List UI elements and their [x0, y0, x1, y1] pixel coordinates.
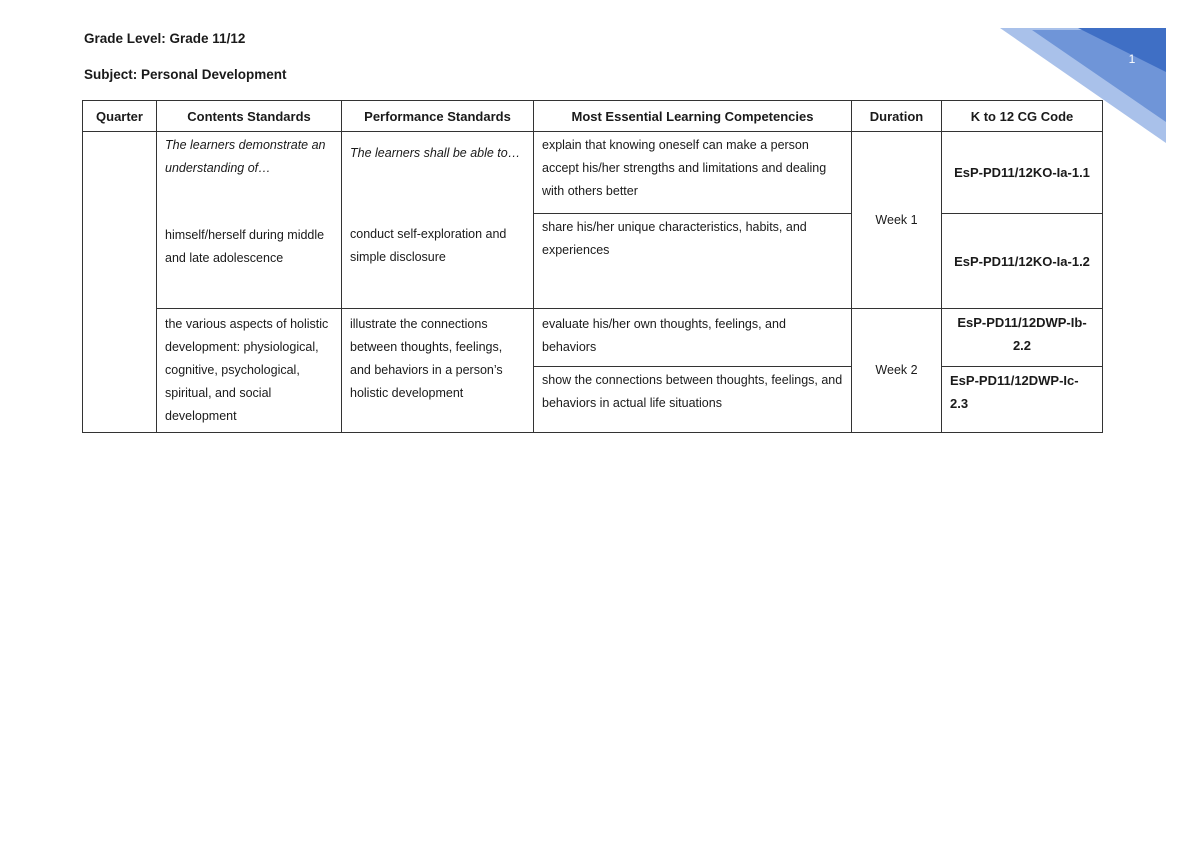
duration-cell: Week 1: [852, 132, 942, 309]
column-header: Performance Standards: [342, 101, 534, 132]
table-row: [83, 132, 1103, 214]
table-row: [83, 309, 1103, 367]
column-header: K to 12 CG Code: [942, 101, 1103, 132]
content-standard-cell: [157, 132, 342, 309]
standards-table: [82, 100, 1103, 433]
subject-title: Subject: Personal Development: [84, 67, 287, 82]
content-standard: himself/herself during middle and late adolescence: [165, 228, 325, 265]
page-number: 1: [1128, 52, 1136, 66]
column-header: Contents Standards: [157, 101, 342, 132]
cg-code-cell: EsP-PD11/12KO-Ia-1.2: [942, 214, 1103, 309]
quarter-cell: [83, 132, 157, 433]
competency-cell: show the connections between thoughts, feelings, and behaviors in actual life situations: [534, 367, 852, 433]
competency-cell: explain that knowing oneself can make a person accept his/her strengths and limitations and dealing with others better: [534, 132, 852, 214]
cg-code-cell: EsP-PD11/12DWP-Ib-2.2: [942, 309, 1103, 367]
performance-standard: conduct self-exploration and simple disclosure: [350, 227, 507, 264]
content-standard-cell: the various aspects of holistic development: physiological, cognitive, psychological, spiritual, and social development: [157, 309, 342, 433]
performance-standard-cell: illustrate the connections between thoughts, feelings, and behaviors in a person’s holistic development: [342, 309, 534, 433]
grade-level: Grade Level: Grade 11/12: [84, 31, 246, 46]
performance-standard-cell: [342, 132, 534, 309]
column-header: Duration: [852, 101, 942, 132]
column-header: Most Essential Learning Competencies: [534, 101, 852, 132]
content-intro: The learners demonstrate an understanding of…: [165, 138, 326, 175]
duration-cell: Week 2: [852, 309, 942, 433]
table-header-row: [83, 101, 1103, 132]
column-header: Quarter: [83, 101, 157, 132]
competency-cell: evaluate his/her own thoughts, feelings, and behaviors: [534, 309, 852, 367]
cg-code-cell: EsP-PD11/12KO-Ia-1.1: [942, 132, 1103, 214]
cg-code-cell: EsP-PD11/12DWP-Ic-2.3: [942, 367, 1103, 433]
competency-cell: share his/her unique characteristics, habits, and experiences: [534, 214, 852, 309]
performance-intro: The learners shall be able to…: [350, 146, 521, 160]
